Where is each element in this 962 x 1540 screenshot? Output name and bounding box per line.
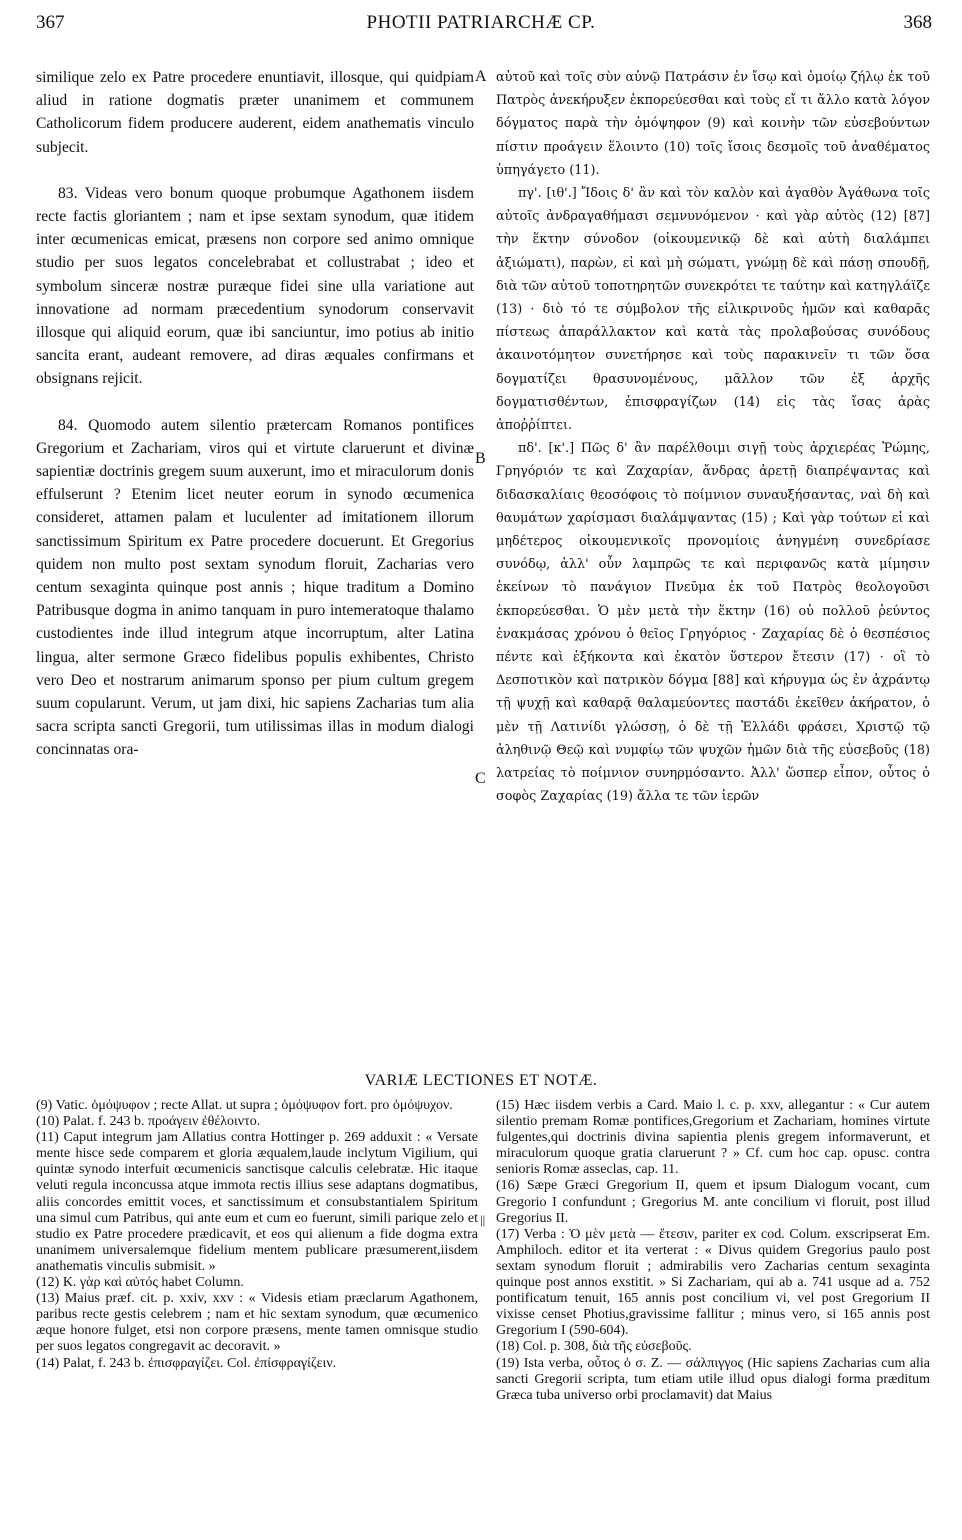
greek-paragraph-1: αὐτοῦ καὶ τοῖς σὺν αὐνῷ Πατράσιν ἐν ἴσῳ καὶ ὁμοίῳ ζήλῳ ἐκ τοῦ Πατρὸς ἀνεκήρυξεν ἐκπορεύεσθαι καὶ τοὺς εἴ τι ἄλλο κατὰ λόγον δόγματος παρὰ τὴν ὁμόψηφον (9) καὶ κοινὴν τῶν εὐσεβούντων πίστιν προάγειν ἕλοιντο (10) τοῖς ἴσοις δεσμοῖς τοῦ ἀναθέματος ὑπηγάγετο (11).	[496, 70, 930, 178]
greek-paragraph-84: πδ'. [κ'.] Πῶς δ' ἂν παρέλθοιμι σιγῇ τοὺς ἀρχιερέας Ῥώμης, Γρηγόριόν τε καὶ Ζαχαρίαν, ἄνδρας ἀρετῇ διαπρέψαντας καὶ διδασκαλίαις θεοσόφοις τὸ ποίμνιον συναυξήσαντας, ναὶ δὴ καὶ θαυμάτων χαρίσμασι διαλάμψαντας (15) ; Καὶ γὰρ τούτων εἰ καὶ μηδέτερος οἰκουμενικοῖς προνομίοις ἀνηγμένη συνεδρίασε συνόδῳ, ἀλλ' οὖν λαμπρῶς τε καὶ περιφανῶς κατὰ μίμησιν ἐκείνων τὸ πανάγιον Πνεῦμα ἐκ τοῦ Πατρὸς θεολογοῦσι ἐκπορεύεσθαι. Ὁ μὲν μετὰ τὴν ἕκτην (16) οὐ πολλοῦ ῥεύντος ἐνακμάσας χρόνου ὁ θεῖος Γρηγόριος · Ζαχαρίας δὲ ὁ θεσπέσιος πέντε καὶ ἑξήκοντα καὶ ἑκατὸν ὕστερον ἔτεσιν (17) · οἳ τὸ Δεσποτικὸν καὶ πατρικὸν δόγμα [88] καὶ κήρυγμα ὡς ἐν ἀχράντῳ τῇ ψυχῇ καὶ καθαρᾷ θαλαμεύοντες παστάδι ἐκεῖθεν ἀκήρατον, ὁ μὲν τῇ Λατινίδι γλώσσῃ, ὁ δὲ τῇ Ἑλλάδι φράσει, Χριστῷ τῷ ἀληθινῷ Θεῷ καὶ νυμφίῳ τῶν ψυχῶν ἡμῶν διὰ τῆς εὐσεβοῦς (18) λατρείας τὸ ποίμνιον συνηρμόσαντο. Ἀλλ' ὥσπερ εἶπον, οὗτος ὁ σοφὸς Ζαχαρίας (19) ἄλλα τε τῶν ἱερῶν	[496, 441, 930, 805]
page-header	[30, 4, 932, 34]
latin-paragraph-84: 84. Quomodo autem silentio prætercam Romanos pontifices Gregorium et Zachariam, viros qui et virtute claruerunt et divinæ sapientiæ doctrinis gregem suum auxerunt, imo et miraculorum donis effulserunt ? Etenim licet neuter eorum in synodo œcumenica consideret, attamen palam et luculenter ad imitationem illorum sanctissimum Spiritum ex Patre procedere docuerunt. Et Gregorius quidem non multo post sextam synodum floruit, Zacharias vero centum sexaginta quinque post annis ; hique traditum a Domino Patribusque dogma in animo tanquam in puro intemeratoque thalamo custodientes inde illud integrum atque incorruptum, alter Latina lingua, alter sermone Græco fidelibus populis exhibentes, Christo vero Deo et nostrarum animarum sponso per pium cultum gregem suum copularunt. Verum, ut jam dixi, hic sapiens Zacharias tum alia sacra scripta sancti Gregorii, tum utilissimas illas in modum dialogi concinnatas ora-	[36, 416, 474, 759]
notes-left-column	[36, 1098, 478, 1518]
greek-column	[496, 66, 930, 1066]
note-16: (16) Sæpe Græci Gregorium II, quem et ipsum Dialogum vocant, cum Gregorio I confundunt ; Gregorius M. ante concilium vi floruit, post illud Gregorius II.	[496, 1178, 930, 1226]
running-title: PHOTII PATRIARCHÆ CP.	[366, 12, 596, 33]
note-12: (12) K. γὰρ καὶ αὐτός habet Column.	[36, 1275, 244, 1291]
note-13: (13) Maius præf. cit. p. xxiv, xxv : « Videsis etiam præclarum Agathonem, paribus recte gestis celebrem ; nam et hic sextam synodum, quæ œcumenico æque honore fulget, etsi non corpore præsens, mente tamen omnisque studio per suos legatos congregavit ac decoravit. »	[36, 1291, 478, 1355]
note-15: (15) Hæc iisdem verbis a Card. Maio l. c. p. xxv, allegantur : « Cur autem silentio premam Romæ pontifices,Gregorium et Zachariam, homines virtute fulgentes,qui doctrinis divina sapientia plenis gregem informaverunt, et miraculorum quoque gratia claruerunt ? » Cf. cum hoc cap. opusc. contra senioris Romæ asseclas, cap. 11.	[496, 1098, 930, 1178]
note-11: (11) Caput integrum jam Allatius contra Hottinger p. 269 adduxit : « Versate mente hisce sede comparem et gloria æqualem,laude inclytum Vigilium, qui quintæ synodo interfuit œcumenicis sanctisque calculis celebratæ. Hic itaque veluti regula inconcussa atque immota rectis illius sese adaptans dogmatibus, aliis concordes emittit voces, et sanctissimum et consubstantialem Spiritum una simul cum Patribus, qui ante eum et cum eo fuerunt, simili parique zelo et studio ex Patre procedere prædicavit, et eos qui alienum a fide dogma extra unanimem universalemque fidelium mentem publicare præsumerent,iisdem anathematis vinculis submisit. »	[36, 1130, 478, 1274]
margin-mark: ||	[480, 1212, 486, 1227]
notes-heading: VARIÆ LECTIONES ET NOTÆ.	[364, 1072, 598, 1089]
greek-paragraph-83: πγ'. [ιθ'.] Ἴδοις δ' ἂν καὶ τὸν καλὸν καὶ ἀγαθὸν Ἀγάθωνα τοῖς αὐτοῖς ἀνδραγαθήμασι σεμνυνόμενον · καὶ γὰρ αὐτὸς (12) [87] τὴν ἕκτην σύνοδον (οἰκουμενικῷ δὲ καὶ αὐτὴ διαλάμπει ἀξιώματι), παρὼν, εἰ καὶ μὴ σώματι, γνώμῃ δὲ καὶ πάσῃ σπουδῇ, διὰ τῶν αὐτοῦ τοποτηρητῶν συνεκρότει τε ταύτην καὶ κατηγλάϊζε (13) · διὸ τό τε σύμβολον τῆς εἰλικρινοῦς ἡμῶν καὶ καθαρᾶς πίστεως ἀπαράλλακτον καὶ κατὰ τὰς προλαβούσας συνόδους ἀκαινοτόμητον συνετήρησε καὶ τοὺς παρακινεῖν τι τῶν ὅσα δογματίζει θρασυνομένους, μᾶλλον τῶν ἐξ ἀρχῆς δογματισθέντων, ἐπισφραγίζων (14) εἰς τὰς ἴσας ἀρὰς ἀποῤῥίπτει.	[496, 186, 930, 434]
note-19: (19) Ista verba, οὗτος ὁ σ. Ζ. — σάλπιγγος (Hic sapiens Zacharias cum alia sancti Gregorii scripta, tum etiam utile illud opus dialogi forma præditum Græca tuba universo orbi proclamavit) dat Maius	[496, 1355, 930, 1403]
note-9: (9) Vatic. ὁμόψυφον ; recte Allat. ut supra ; ὁμόψυφον fort. pro ὁμόψυχον.	[36, 1098, 453, 1113]
section-marker-b: B	[475, 450, 486, 467]
notes-right-column	[496, 1098, 930, 1518]
note-10: (10) Palat. f. 243 b. προάγειν ἐθέλοιντο.	[36, 1114, 261, 1130]
latin-paragraph-1: similique zelo ex Patre procedere enuntiavit, illosque, qui quidpiam aliud in ratione dogmatis præter unanimem et communem Catholicorum fidem producere auderent, eidem anathematis vinculo subjecit.	[36, 69, 474, 156]
note-17: (17) Verba : Ὁ μὲν μετὰ — ἔτεσιν, pariter ex cod. Colum. exscripserat Em. Amphiloch. editor et ita verterat : « Divus quidem Gregorius paulo post sextam synodum floruit ; admirabilis vero Zacharias centum sexaginta quinque post annos exstitit. » Si Zachariam, qui ab a. 741 usque ad a. 752 pontificatum tenuit, 165 annis post concilium vi, vel post Gregorium II vixisse censet Photius,gravissime fallitur ; minus vero, si 165 annis post Gregorium I (590-604).	[496, 1226, 930, 1339]
note-18: (18) Col. p. 308, διὰ τῆς εὐσεβοῦς.	[496, 1339, 692, 1355]
section-marker-a: A	[475, 68, 487, 85]
note-14: (14) Palat, f. 243 b. ἐπισφραγίζει. Col. ἐπίσφραγίζειν.	[36, 1355, 337, 1371]
latin-column	[36, 66, 474, 1066]
left-page-number: 367	[36, 12, 65, 33]
section-marker-c: C	[475, 770, 486, 787]
right-page-number: 368	[903, 12, 932, 33]
latin-paragraph-83: 83. Videas vero bonum quoque probumque Agathonem iisdem recte factis gloriantem ; nam et ipse sextam synodum, quæ itidem inter œcumenicas emicat, præsens non corpore sed animo omnique studio per suos legatos concelebrabat et collustrabat ; ideo et symbolum sinceræ nostræ puræque fidei sine ulla variatione aut innovatione ad normam præcedentium synodorum conservavit illosque qui aliquid eorum, quæ ibi sanciuntur, imo potius ab initio sancita erant, audeant removere, ad diras æquales confirmans et obsignans rejicit.	[36, 184, 474, 388]
